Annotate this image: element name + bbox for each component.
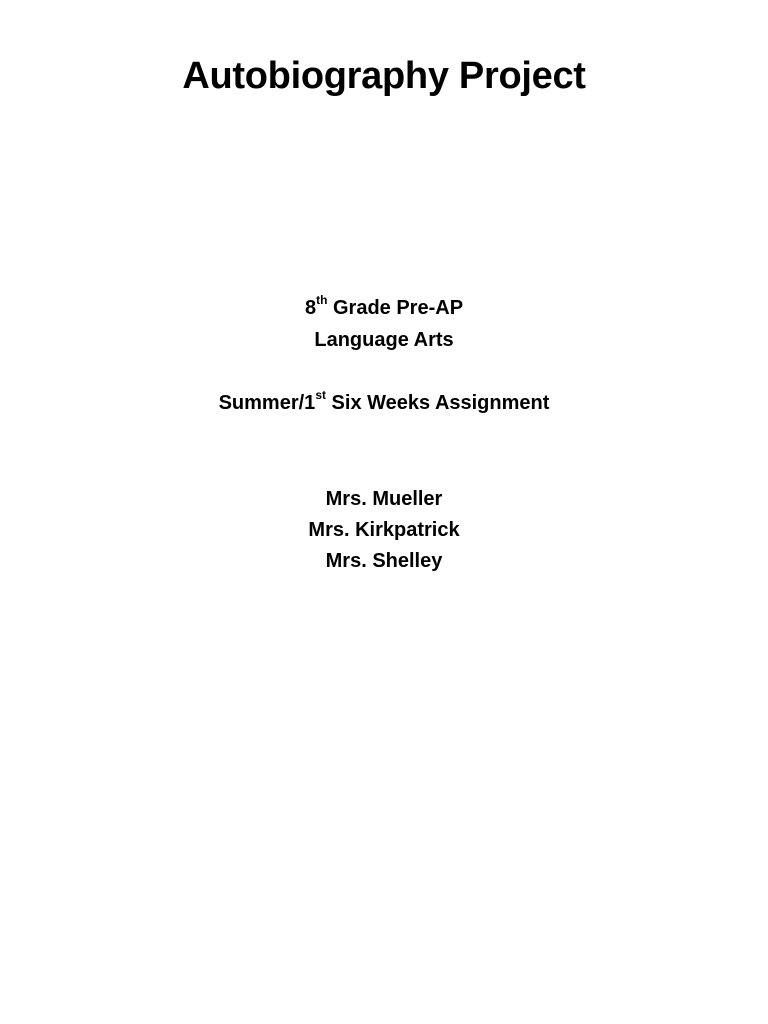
assignment-ordinal-suffix: st [315, 388, 326, 403]
grade-number: 8 [304, 297, 317, 319]
grade-ordinal-suffix: th [316, 293, 328, 308]
document-title: Autobiography Project [182, 55, 586, 97]
teacher-name: Mrs. Kirkpatrick [308, 519, 460, 541]
grade-text: Grade Pre-AP [327, 297, 464, 319]
assignment-prefix: Summer/1 [218, 392, 316, 414]
teacher-name: Mrs. Shelley [325, 550, 443, 572]
assignment-line [0, 389, 768, 417]
assignment-text: Six Weeks Assignment [325, 392, 550, 414]
subject-line: Language Arts [314, 329, 454, 351]
grade-line [0, 294, 768, 322]
teacher-name: Mrs. Mueller [325, 488, 443, 510]
